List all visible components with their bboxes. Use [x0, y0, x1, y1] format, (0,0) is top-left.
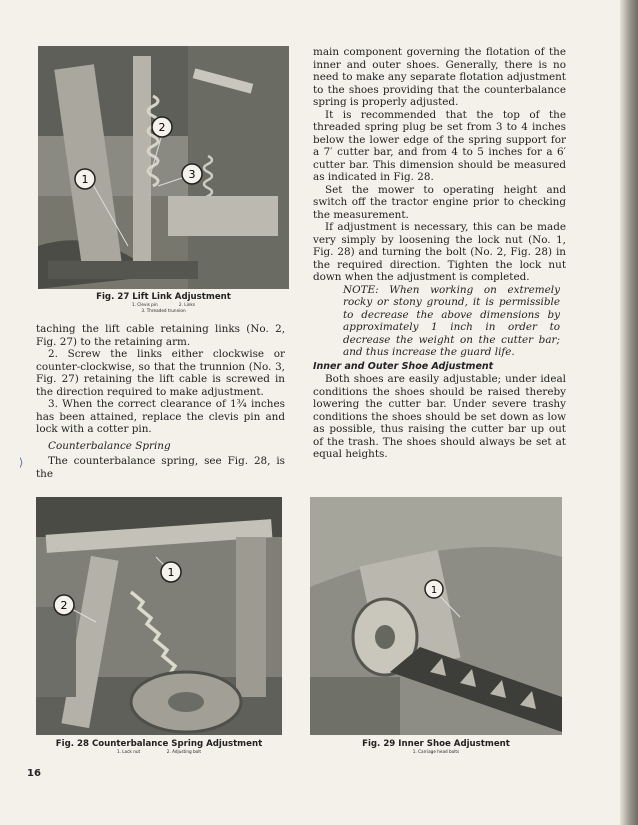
right-column-text	[313, 46, 566, 461]
fig29-legend-1: 1. Carriage head bolts	[412, 749, 460, 754]
fig29-callout-1: 1	[430, 585, 438, 596]
fig27-legend-2: 2. Links	[178, 302, 196, 307]
right-paragraph-2: It is recommended that the top of the threaded spring plug be set from 3 to 4 inches below the lower edge of the spring support for a 7′ cutter bar, and from 4 to 5 inches for a 6′ cutter bar. This dimension should be measured as indicated in Fig. 28.	[313, 108, 566, 183]
fig28-caption	[36, 739, 282, 755]
fig28-photo	[36, 497, 282, 735]
left-paragraph-3: 3. When the correct clearance of 1¾ inches has been attained, replace the clevis pin and lock with a cotter pin.	[36, 398, 285, 435]
fig28-title: Fig. 28 Counterbalance Spring Adjustment	[55, 739, 263, 749]
fig27-callout-3: 3	[188, 168, 196, 181]
fig28-callout-1: 1	[167, 566, 175, 579]
left-column-text	[36, 323, 285, 480]
fig28-callout-2: 2	[60, 599, 68, 612]
right-paragraph-3: Set the mower to operating height and switch off the tractor engine prior to checking the measurement.	[313, 183, 566, 221]
fig29-caption	[310, 739, 562, 755]
fig27-legend-1: 1. Clevis pin	[131, 302, 158, 307]
fig27-photo	[38, 46, 289, 289]
fig28-legend-2: 2. Adjusting bolt	[166, 749, 202, 754]
left-heading-counterbalance: Counterbalance Spring	[48, 439, 171, 452]
fig27-callout-2: 2	[158, 121, 166, 134]
fig27-caption	[38, 292, 289, 314]
left-paragraph-1: taching the lift cable retaining links (No. 2, Fig. 27) to the retaining arm.	[36, 323, 285, 348]
left-paragraph-2: 2. Screw the links either clockwise or counter-clockwise, so that the trunnion (No. 3, Fig. 27) retaining the lift cable is screwed in the direction required to make adjustment.	[36, 348, 285, 398]
right-paragraph-1: main component governing the flotation of the inner and outer shoes. Generally, there is no need to make any separate flotation adjustment to the shoes providing that the counterbalance spring is properly adjusted.	[313, 46, 566, 108]
fig27-title: Fig. 27 Lift Link Adjustment	[96, 292, 231, 302]
fig27-callout-1: 1	[81, 173, 89, 186]
right-note: NOTE: When working on extremely rocky or stony ground, it is permissible to decrease the above dimensions by approximately 1 inch in order to decrease the weight on the cutter bar; and thus increase the guard life.	[343, 283, 560, 358]
fig29-photo	[310, 497, 562, 735]
left-paragraph-4: The counterbalance spring, see Fig. 28, is the	[36, 455, 285, 480]
fig29-title: Fig. 29 Inner Shoe Adjustment	[362, 739, 510, 749]
page-edge	[620, 0, 638, 825]
fig27-legend-3: 3. Threaded trunnion	[141, 308, 186, 313]
right-paragraph-5: Both shoes are easily adjustable; under ideal conditions the shoes should be raised thereby lowering the cutter bar. Under severe trashy conditions the shoes should be set down as low as possible, thus raising the cutter bar up out of the trash. The shoes should always be set at equal heights.	[313, 373, 566, 460]
fig28-legend-1: 1. Lock nut	[116, 749, 141, 754]
right-heading-shoe: Inner and Outer Shoe Adjustment	[313, 360, 494, 372]
margin-mark: ⟩	[19, 456, 24, 469]
page-number: 16	[27, 768, 41, 779]
right-paragraph-4: If adjustment is necessary, this can be made very simply by loosening the lock nut (No. 1, Fig. 28) and turning the bolt (No. 2, Fig. 28) in the required direction. Tighten the lock nut down when the adjustment is completed.	[313, 221, 566, 283]
